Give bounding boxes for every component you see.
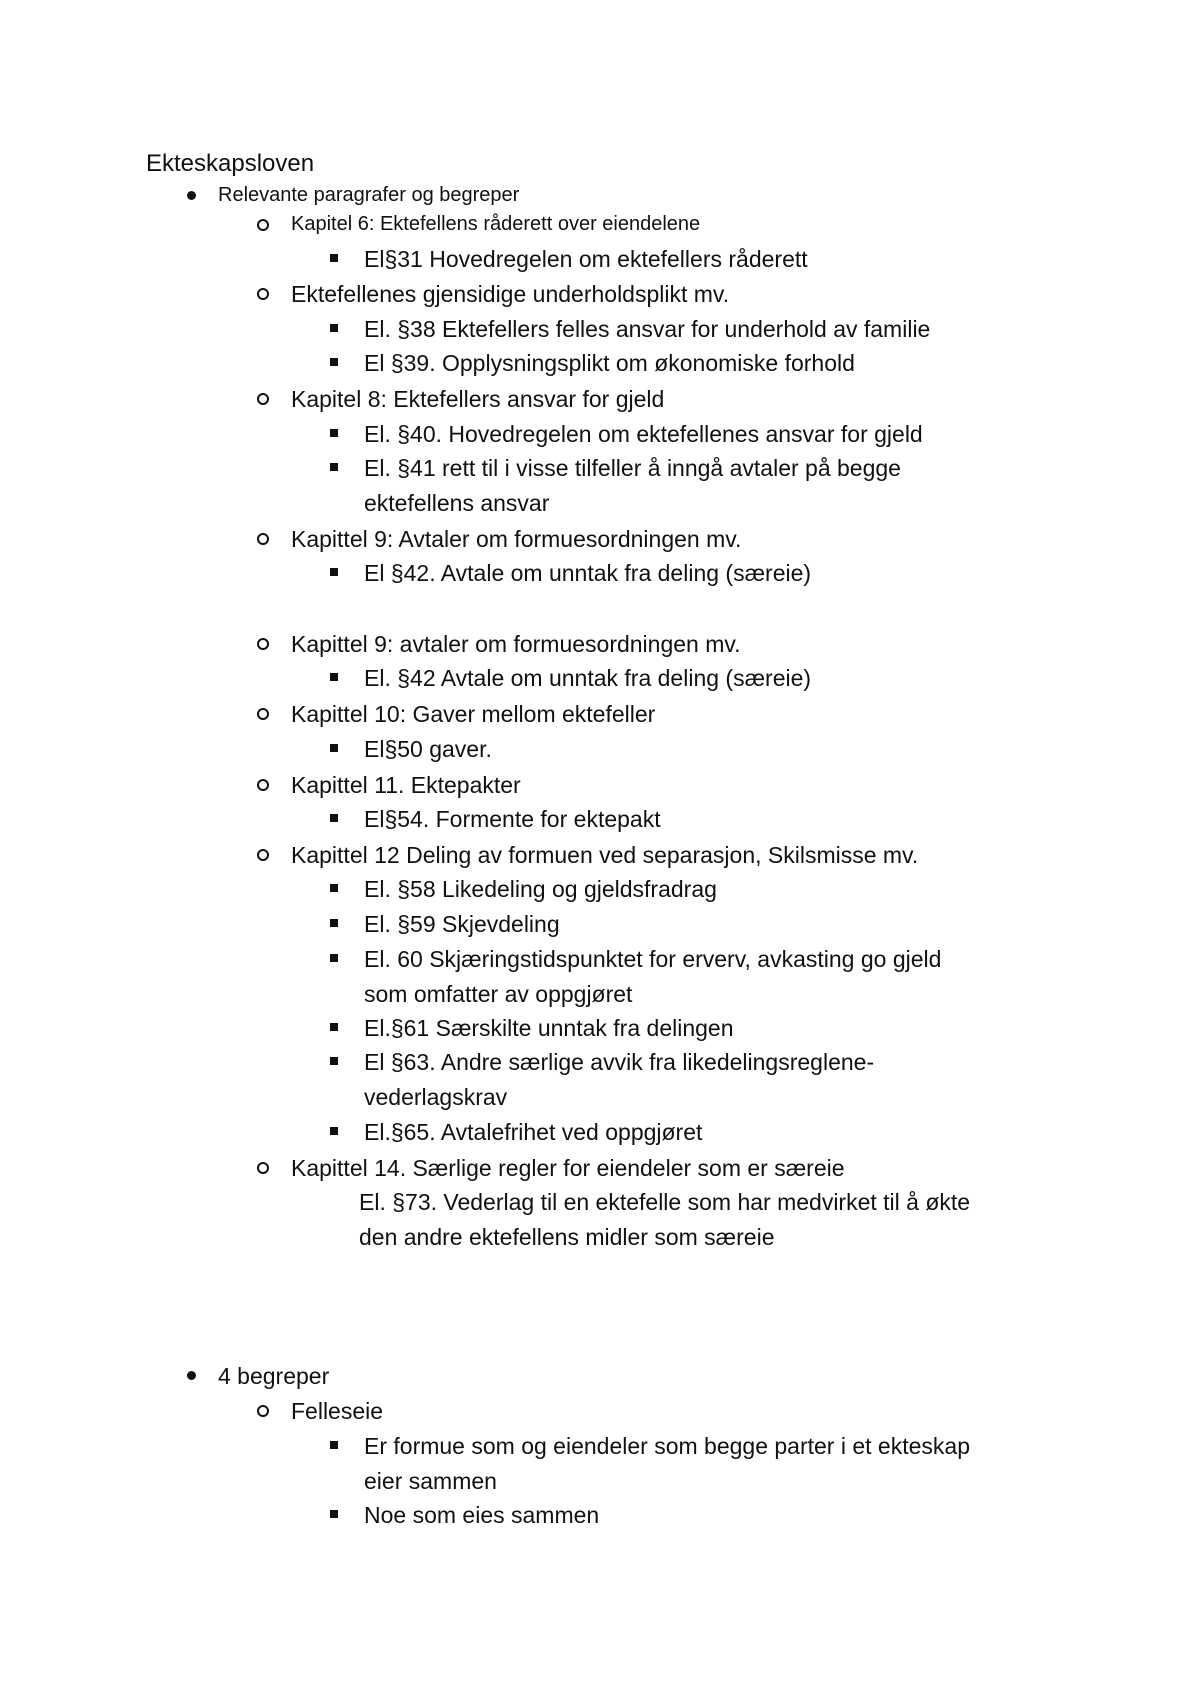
chapter-label: Kapittel 11. Ektepakter bbox=[291, 772, 521, 798]
bullet-circle-marker bbox=[257, 533, 269, 545]
bullet-circle-marker bbox=[257, 849, 269, 861]
bullet-square-marker bbox=[330, 1023, 338, 1031]
paragraph-item: El§54. Formente for ektepakt bbox=[364, 806, 661, 832]
paragraph-item: El.§65. Avtalefrihet ved oppgjøret bbox=[364, 1119, 703, 1145]
paragraph-item: El. §38 Ektefellers felles ansvar for underhold av familie bbox=[364, 316, 931, 342]
paragraph-item: El§31 Hovedregelen om ektefellers råderett bbox=[364, 246, 808, 272]
paragraph-item: El. §40. Hovedregelen om ektefellenes ansvar for gjeld bbox=[364, 421, 923, 447]
chapter-label: Felleseie bbox=[291, 1398, 384, 1424]
chapter-label: Kapittel 14. Særlige regler for eiendeler som er særeie bbox=[291, 1155, 845, 1181]
paragraph-item: El. §59 Skjevdeling bbox=[364, 911, 560, 937]
bullet-square-marker bbox=[330, 919, 338, 927]
bullet-square-marker bbox=[330, 1441, 338, 1449]
paragraph-item: El. 60 Skjæringstidspunktet for erverv, avkasting go gjeld bbox=[364, 946, 942, 972]
bullet-circle-marker bbox=[257, 1405, 269, 1417]
bullet-square-marker bbox=[330, 568, 338, 576]
paragraph-item: El. §41 rett til i visse tilfeller å inngå avtaler på begge bbox=[364, 455, 901, 481]
chapter-note-continuation: den andre ektefellens midler som særeie bbox=[359, 1224, 775, 1250]
paragraph-item-continuation: eier sammen bbox=[364, 1468, 497, 1494]
bullet-square-marker bbox=[330, 324, 338, 332]
section-label: 4 begreper bbox=[218, 1363, 330, 1389]
chapter-label: Kapittel 12 Deling av formuen ved separasjon, Skilsmisse mv. bbox=[291, 842, 919, 868]
chapter-note: El. §73. Vederlag til en ektefelle som har medvirket til å økte bbox=[359, 1189, 971, 1215]
paragraph-item: Noe som eies sammen bbox=[364, 1502, 600, 1528]
bullet-circle-marker bbox=[257, 708, 269, 720]
bullet-disc-marker bbox=[187, 1371, 196, 1380]
chapter-label: Ektefellenes gjensidige underholdsplikt mv. bbox=[291, 281, 730, 307]
document-title: Ekteskapsloven bbox=[146, 150, 315, 177]
paragraph-item-continuation: vederlagskrav bbox=[364, 1084, 508, 1110]
paragraph-item: El. §42 Avtale om unntak fra deling (særeie) bbox=[364, 665, 812, 691]
bullet-square-marker bbox=[330, 1510, 338, 1518]
bullet-square-marker bbox=[330, 1127, 338, 1135]
bullet-square-marker bbox=[330, 884, 338, 892]
bullet-square-marker bbox=[330, 673, 338, 681]
bullet-square-marker bbox=[330, 954, 338, 962]
bullet-square-marker bbox=[330, 463, 338, 471]
section-label: Relevante paragrafer og begreper bbox=[218, 184, 520, 206]
paragraph-item: El §63. Andre særlige avvik fra likedelingsreglene- bbox=[364, 1049, 875, 1075]
bullet-circle-marker bbox=[257, 288, 269, 300]
paragraph-item-continuation: som omfatter av oppgjøret bbox=[364, 981, 633, 1007]
chapter-label: Kapitel 6: Ektefellens råderett over eiendelene bbox=[291, 213, 701, 235]
chapter-label: Kapitel 8: Ektefellers ansvar for gjeld bbox=[291, 386, 665, 412]
chapter-label: Kapittel 9: Avtaler om formuesordningen mv. bbox=[291, 526, 742, 552]
bullet-square-marker bbox=[330, 254, 338, 262]
bullet-circle-marker bbox=[257, 393, 269, 405]
paragraph-item: El. §58 Likedeling og gjeldsfradrag bbox=[364, 876, 717, 902]
bullet-square-marker bbox=[330, 358, 338, 366]
bullet-square-marker bbox=[330, 1057, 338, 1065]
paragraph-item-continuation: ektefellens ansvar bbox=[364, 490, 550, 516]
bullet-disc-marker bbox=[187, 191, 196, 200]
paragraph-item: El §39. Opplysningsplikt om økonomiske forhold bbox=[364, 350, 855, 376]
bullet-square-marker bbox=[330, 429, 338, 437]
paragraph-item: El §42. Avtale om unntak fra deling (særeie) bbox=[364, 560, 812, 586]
chapter-label: Kapittel 10: Gaver mellom ektefeller bbox=[291, 701, 656, 727]
bullet-square-marker bbox=[330, 814, 338, 822]
bullet-circle-marker bbox=[257, 779, 269, 791]
bullet-circle-marker bbox=[257, 219, 269, 231]
paragraph-item: Er formue som og eiendeler som begge parter i et ekteskap bbox=[364, 1433, 970, 1459]
paragraph-item: El§50 gaver. bbox=[364, 736, 492, 762]
bullet-square-marker bbox=[330, 744, 338, 752]
paragraph-item: El.§61 Særskilte unntak fra delingen bbox=[364, 1015, 734, 1041]
bullet-circle-marker bbox=[257, 1162, 269, 1174]
bullet-circle-marker bbox=[257, 638, 269, 650]
chapter-label: Kapittel 9: avtaler om formuesordningen mv. bbox=[291, 631, 741, 657]
